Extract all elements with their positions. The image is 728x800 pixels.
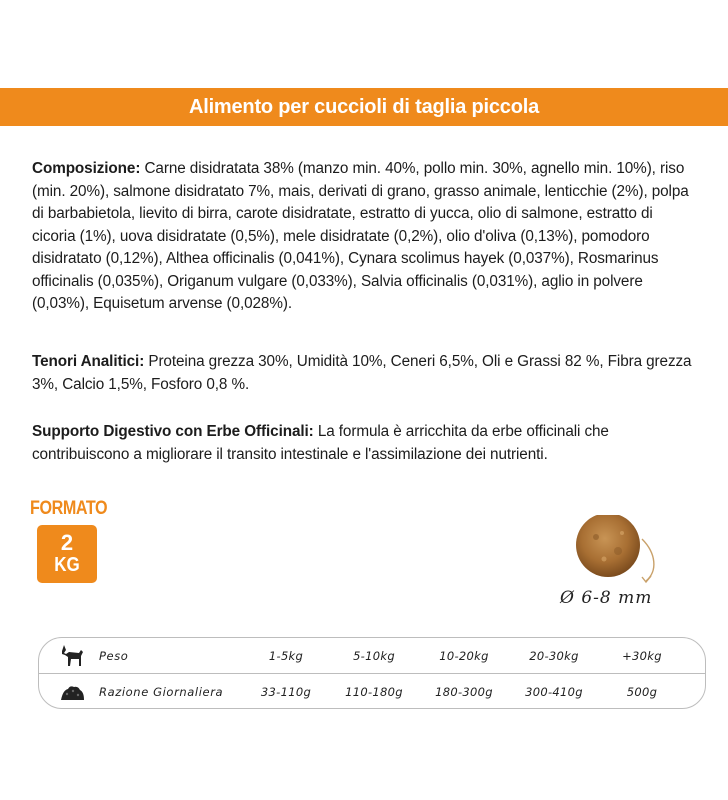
- table-row: [39, 638, 705, 674]
- composition-label: Composizione:: [32, 160, 141, 177]
- digestive-text: La formula è arricchita da erbe officinali che contribuiscono a migliorare il transito intestinale e l'assimilazione dei nutrienti.: [32, 423, 609, 463]
- format-label: FORMATO: [30, 498, 108, 519]
- table-row: [39, 674, 705, 709]
- table-cell: +30kg: [622, 648, 662, 663]
- analytics-text: Proteina grezza 30%, Umidità 10%, Ceneri 6,5%, Oli e Grassi 82 %, Fibra grezza 3%, Calcio 1,5%, Fosforo 0,8 %.: [32, 353, 692, 393]
- composition-text: Carne disidratata 38% (manzo min. 40%, pollo min. 30%, agnello min. 10%), riso (min. 20%), salmone disidratato 7%, mais, derivati di grano, grasso animale, lenticchie (2%), polpa di barbabietola, lievito di birra, carote disidratate, estratto di yucca, olio di salmone, estratto di cicoria (1%), uova disidratate (0,5%), mele disidratate (0,2%), olio d'oliva (0,13%), pomodoro disidratato (0,12%), Althea officinalis (0,041%), Cynara scolimus hayek (0,037%), Rosmarinus officinalis (0,035%), Origanum vulgare (0,033%), Salvia officinalis (0,031%), aglio in polvere (0,03%), Equisetum arvense (0,028%).: [32, 160, 689, 312]
- table-cell: 180-300g: [435, 684, 493, 699]
- table-cell: 500g: [626, 684, 658, 699]
- digestive-paragraph: [32, 421, 700, 466]
- analytics-paragraph: [32, 351, 700, 396]
- row-label-weight: Peso: [99, 648, 129, 663]
- table-cell: 5-10kg: [353, 648, 395, 663]
- digestive-label: Supporto Digestivo con Erbe Officinali:: [32, 423, 314, 440]
- kibble-size-label: Ø 6-8 mm: [560, 588, 653, 608]
- kibble-pile-icon: [57, 678, 87, 706]
- table-cell: 110-180g: [345, 684, 403, 699]
- format-unit: KG: [54, 554, 80, 576]
- table-cell: 33-110g: [260, 684, 312, 699]
- dog-icon: [57, 642, 87, 670]
- table-cell: 1-5kg: [268, 648, 304, 663]
- header-banner: [0, 88, 728, 126]
- table-cell: 10-20kg: [439, 648, 489, 663]
- format-value: 2: [60, 530, 74, 555]
- analytics-label: Tenori Analitici:: [32, 353, 145, 370]
- composition-paragraph: [32, 158, 700, 316]
- format-badge: [37, 525, 97, 583]
- feeding-table: [38, 637, 706, 709]
- table-cell: 20-30kg: [529, 648, 579, 663]
- row-label-daily-ration: Razione Giornaliera: [99, 684, 224, 699]
- page-title: Alimento per cuccioli di taglia piccola: [188, 95, 540, 118]
- table-cell: 300-410g: [525, 684, 583, 699]
